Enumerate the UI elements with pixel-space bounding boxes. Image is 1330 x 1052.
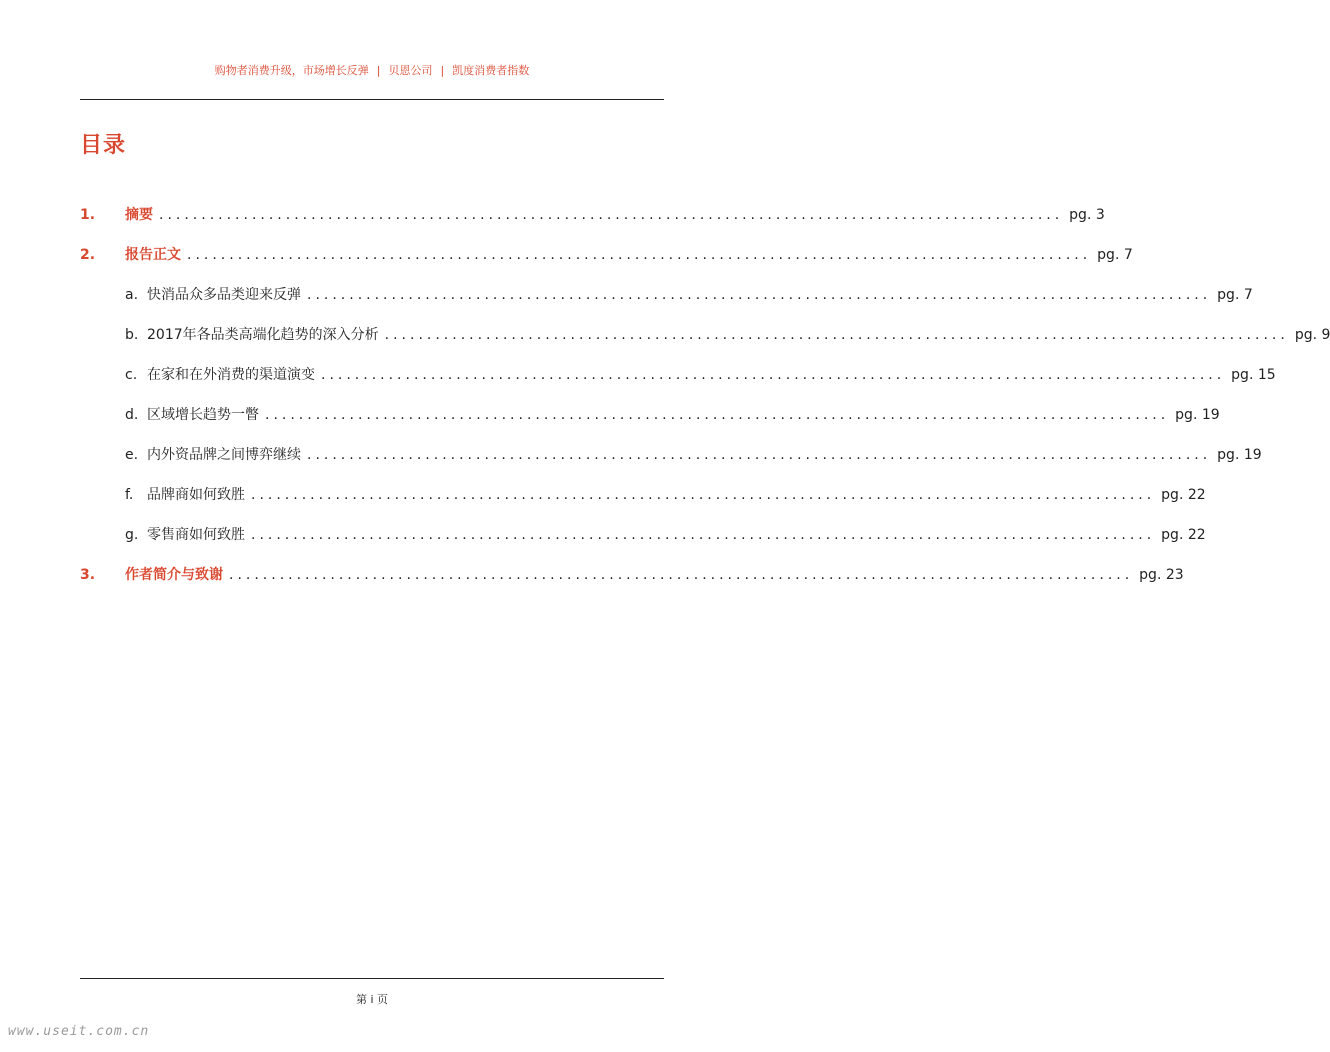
toc-page: pg. 22 bbox=[1161, 527, 1206, 543]
toc-label: 摘要 bbox=[125, 207, 153, 223]
toc-entry-summary[interactable] bbox=[80, 204, 1105, 228]
toc-leader-dots: ........................................................................................................... bbox=[229, 567, 1134, 583]
toc-letter: g. bbox=[125, 527, 139, 543]
toc-page: pg. 7 bbox=[1097, 247, 1133, 263]
toc-entry-b[interactable] bbox=[80, 324, 1330, 348]
header-company: 贝恩公司 bbox=[388, 64, 433, 77]
toc-leader-dots: ........................................................................................................... bbox=[384, 327, 1289, 343]
toc-entry-a[interactable] bbox=[80, 284, 1253, 308]
toc-page: pg. 3 bbox=[1069, 207, 1105, 223]
watermark: www.useit.com.cn bbox=[8, 1024, 150, 1039]
toc-page: pg. 22 bbox=[1161, 487, 1206, 503]
header-rule bbox=[80, 99, 664, 100]
toc-page: pg. 15 bbox=[1231, 367, 1276, 383]
toc-leader-dots: ........................................................................................................... bbox=[251, 527, 1156, 543]
toc-label: 作者简介与致谢 bbox=[125, 567, 223, 583]
toc-page: pg. 7 bbox=[1217, 287, 1253, 303]
toc-letter: a. bbox=[125, 287, 139, 303]
toc-entry-main-body[interactable] bbox=[80, 244, 1133, 268]
toc-leader-dots: ........................................................................................................... bbox=[307, 287, 1212, 303]
toc-label: 2017年各品类高端化趋势的深入分析 bbox=[147, 327, 379, 343]
toc-letter: e. bbox=[125, 447, 139, 463]
toc-number: 3. bbox=[80, 567, 96, 583]
toc-label: 内外资品牌之间博弈继续 bbox=[147, 447, 301, 463]
toc-leader-dots: ........................................................................................................... bbox=[159, 207, 1064, 223]
toc-letter: b. bbox=[125, 327, 139, 343]
page-number: 第 i 页 bbox=[355, 993, 389, 1006]
toc-label: 快消品众多品类迎来反弹 bbox=[147, 287, 301, 303]
toc-label: 零售商如何致胜 bbox=[147, 527, 245, 543]
toc-leader-dots: ........................................................................................................... bbox=[321, 367, 1226, 383]
header-partner: 凯度消费者指数 bbox=[452, 64, 530, 77]
toc-leader-dots: ........................................................................................................... bbox=[265, 407, 1170, 423]
footer-rule bbox=[80, 978, 664, 979]
page-title: 目录 bbox=[80, 133, 127, 158]
toc-label: 在家和在外消费的渠道演变 bbox=[147, 367, 315, 383]
header-separator: | bbox=[376, 64, 381, 77]
toc-letter: d. bbox=[125, 407, 139, 423]
toc-page: pg. 9 bbox=[1294, 327, 1330, 343]
toc-leader-dots: ........................................................................................................... bbox=[187, 247, 1092, 263]
header-report-title: 购物者消费升级，市场增长反弹 bbox=[214, 64, 369, 77]
toc-label: 品牌商如何致胜 bbox=[147, 487, 245, 503]
running-header bbox=[80, 62, 664, 78]
toc-entry-e[interactable] bbox=[80, 444, 1262, 468]
toc-label: 区域增长趋势一瞥 bbox=[147, 407, 259, 423]
toc-number: 2. bbox=[80, 247, 96, 263]
header-separator: | bbox=[440, 64, 445, 77]
toc-entry-f[interactable] bbox=[80, 484, 1206, 508]
toc-page: pg. 23 bbox=[1139, 567, 1184, 583]
toc-entry-authors[interactable] bbox=[80, 564, 1184, 588]
toc-letter: c. bbox=[125, 367, 138, 383]
toc-number: 1. bbox=[80, 207, 96, 223]
toc-page: pg. 19 bbox=[1217, 447, 1262, 463]
toc-page: pg. 19 bbox=[1175, 407, 1220, 423]
toc-entry-c[interactable] bbox=[80, 364, 1276, 388]
toc-leader-dots: ........................................................................................................... bbox=[251, 487, 1156, 503]
toc-label: 报告正文 bbox=[125, 247, 181, 263]
toc-entry-g[interactable] bbox=[80, 524, 1206, 548]
toc-letter: f. bbox=[125, 487, 134, 503]
toc-entry-d[interactable] bbox=[80, 404, 1220, 428]
toc-leader-dots: ........................................................................................................... bbox=[307, 447, 1212, 463]
